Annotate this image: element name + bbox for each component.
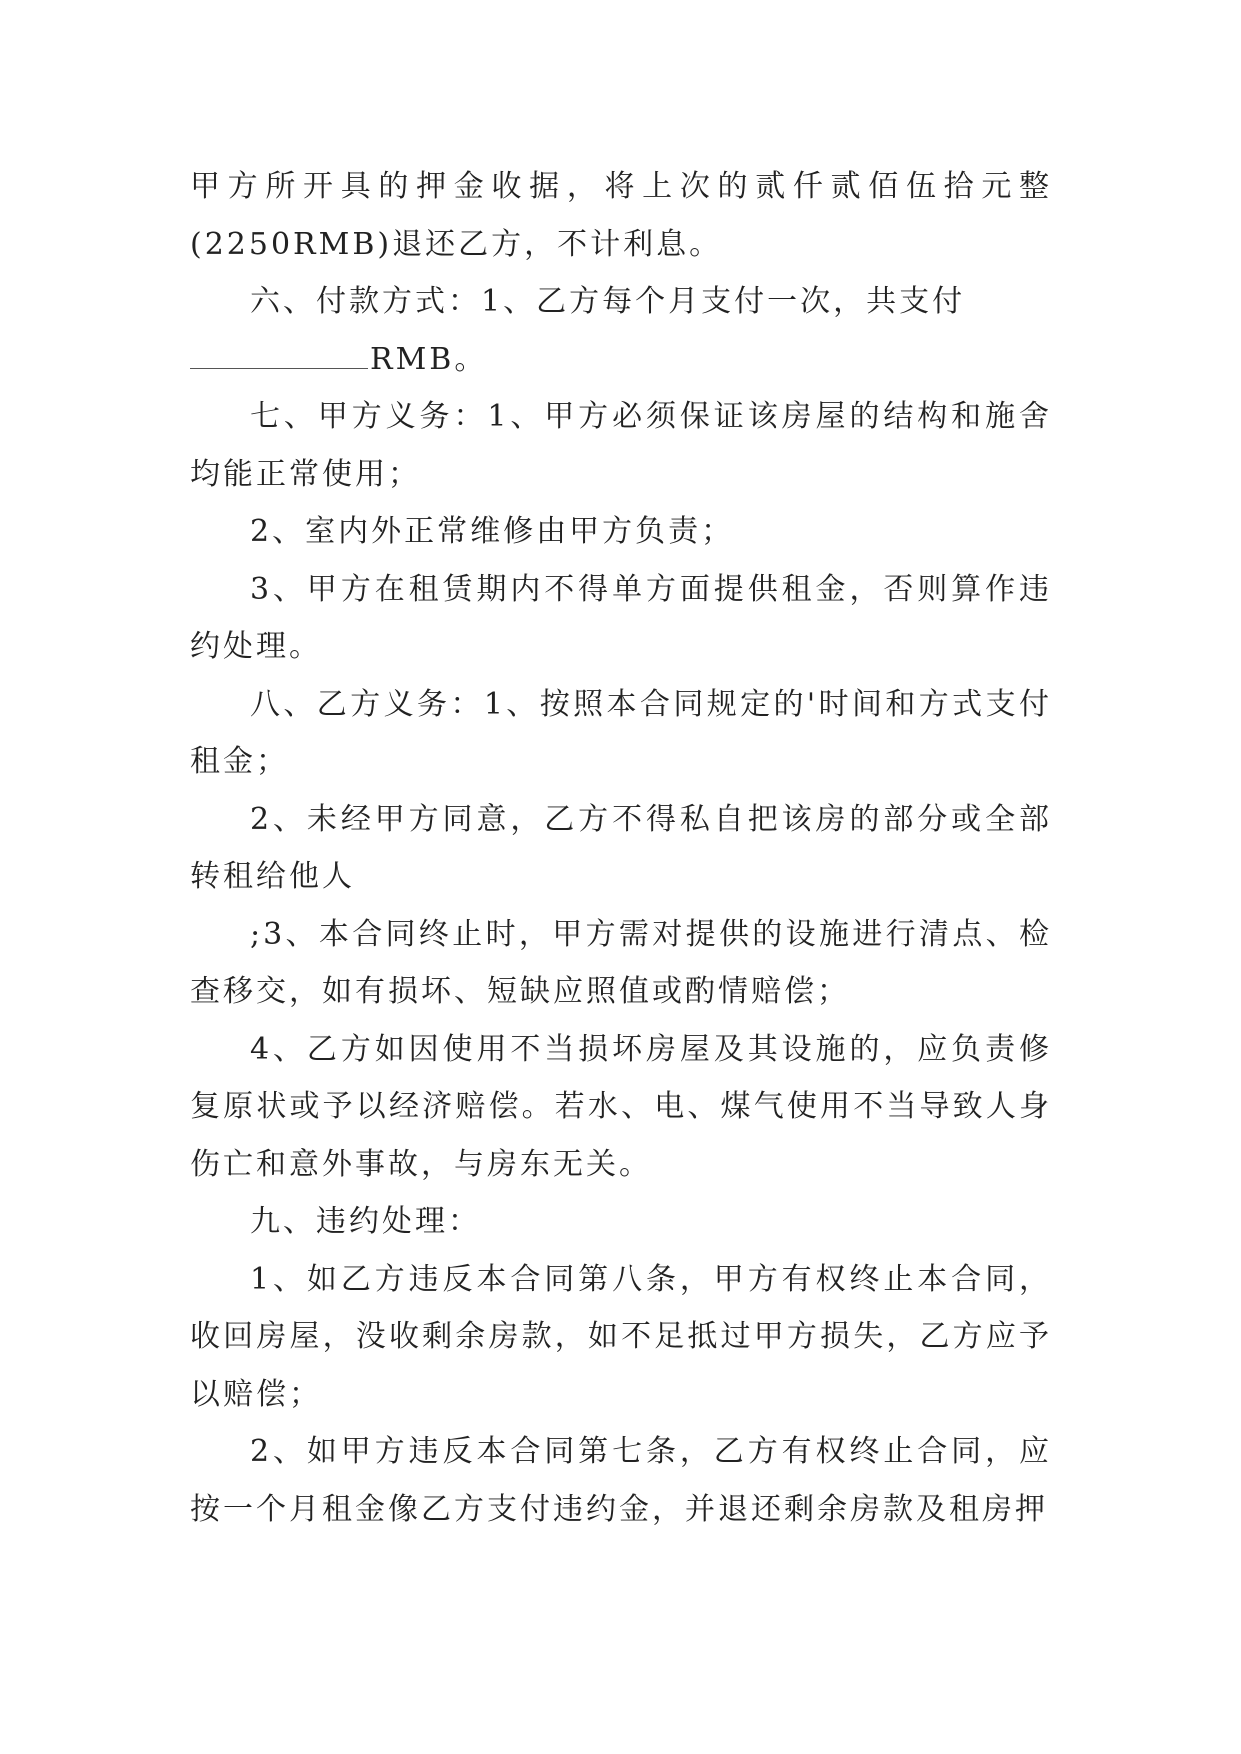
paragraph-lessee-sublet: 2、未经甲方同意，乙方不得私自把该房的部分或全部转租给他人	[190, 801, 1052, 894]
contract-body	[190, 158, 1052, 1538]
amount-unit: RMB。	[370, 341, 488, 377]
paragraph-lessee-handover: ;3、本合同终止时，甲方需对提供的设施进行清点、检查移交，如有损坏、短缺应照值或酌情赔偿；	[190, 916, 1052, 1009]
paragraph-breach-lessee: 1、如乙方违反本合同第八条，甲方有权终止本合同，收回房屋，没收剩余房款，如不足抵过甲方损失，乙方应予以赔偿；	[190, 1261, 1052, 1412]
paragraph-payment-method: 六、付款方式：1、乙方每个月支付一次，共支付	[250, 284, 966, 319]
amount-blank-line	[190, 342, 368, 369]
paragraph-lessee-obligations: 八、乙方义务：1、按照本合同规定的'时间和方式支付租金；	[190, 686, 1052, 779]
paragraph-lessee-damage: 4、乙方如因使用不当损坏房屋及其设施的，应负责修复原状或予以经济赔偿。若水、电、煤气使用不当导致人身伤亡和意外事故，与房东无关。	[190, 1031, 1052, 1182]
paragraph-lessor-rent: 3、甲方在租赁期内不得单方面提供租金，否则算作违约处理。	[190, 571, 1052, 664]
paragraph-breach-heading: 九、违约处理：	[250, 1204, 481, 1239]
paragraph-deposit-refund: 甲方所开具的押金收据，将上次的贰仟贰佰伍拾元整(2250RMB)退还乙方，不计利息。	[190, 169, 1052, 262]
paragraph-breach-lessor: 2、如甲方违反本合同第七条，乙方有权终止合同，应按一个月租金像乙方支付违约金，并退还剩余房款及租房押	[190, 1434, 1052, 1527]
paragraph-lessor-maintenance: 2、室内外正常维修由甲方负责；	[250, 514, 735, 549]
paragraph-lessor-obligations: 七、甲方义务：1、甲方必须保证该房屋的结构和施舍均能正常使用；	[190, 399, 1052, 492]
paragraph-payment-amount	[190, 331, 1052, 389]
